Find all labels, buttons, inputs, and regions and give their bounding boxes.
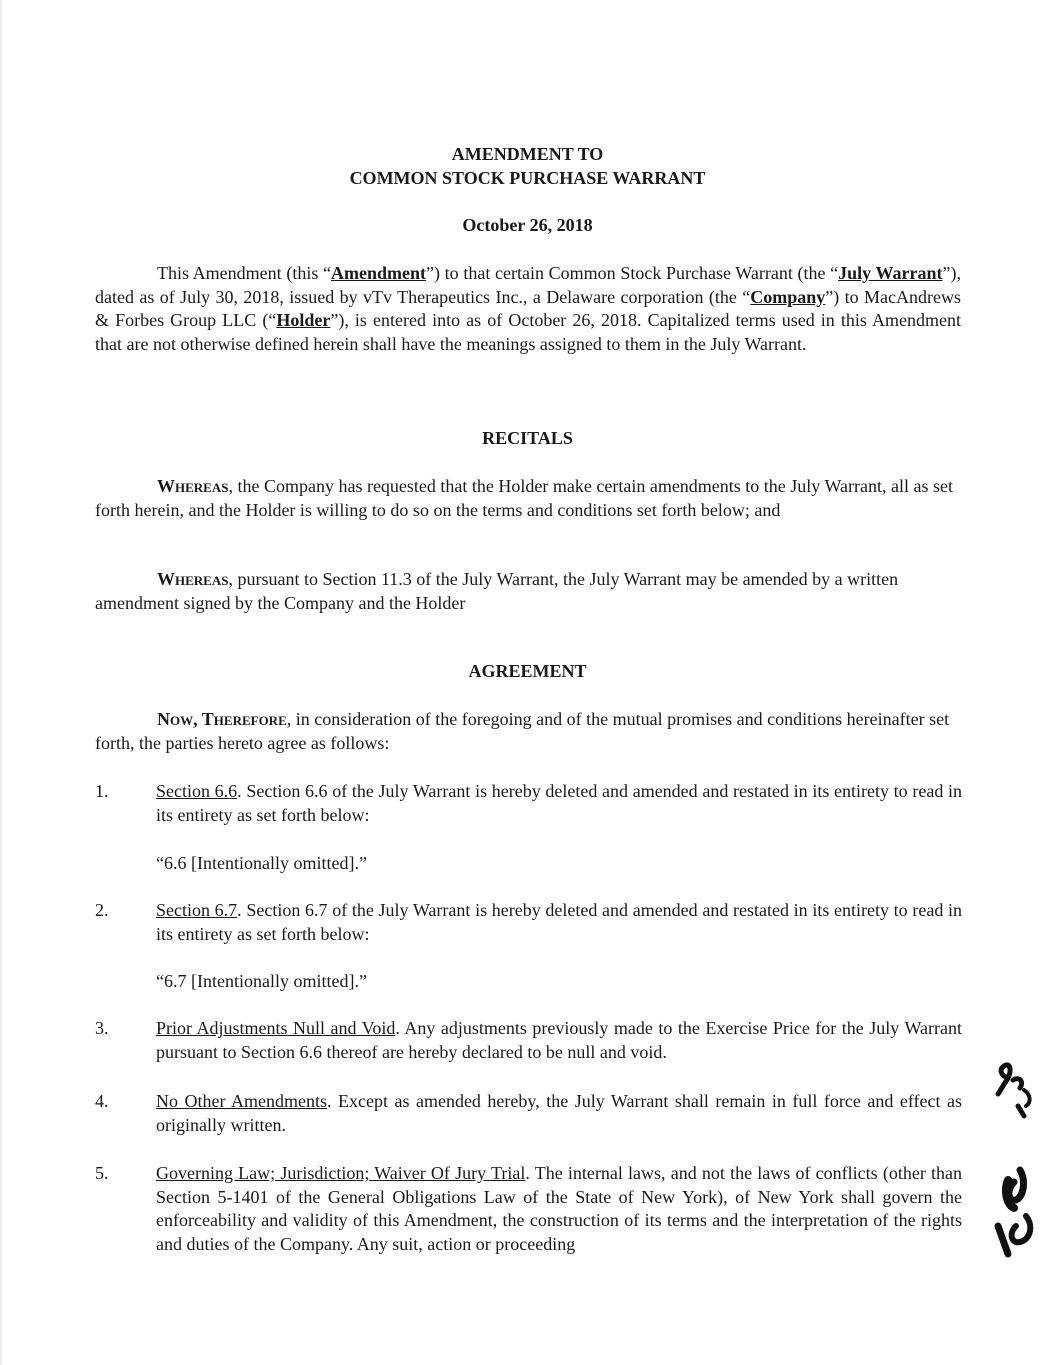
item-paragraph: Section 6.6. Section 6.6 of the July Warrant is hereby deleted and amended and restated in its entirety to read in its entirety as set forth below: bbox=[156, 781, 962, 825]
item-paragraph: Prior Adjustments Null and Void. Any adjustments previously made to the Exercise Price for the July Warrant pursuant to Section 6.6 thereof are hereby declared to be null and void. bbox=[156, 1018, 962, 1062]
defined-term-july-warrant: July Warrant bbox=[838, 263, 943, 283]
recital-paragraph-1: Whereas, the Company has requested that the Holder make certain amendments to the July Warrant, all as set forth herein, and the Holder is willing to do so on the terms and conditions set forth below; and bbox=[95, 476, 953, 520]
item-quote: “6.7 [Intentionally omitted].” bbox=[156, 971, 367, 991]
title-line-1: AMENDMENT TO bbox=[451, 144, 604, 164]
item-number: 1. bbox=[95, 781, 109, 801]
document-date: October 26, 2018 bbox=[462, 215, 593, 235]
item-number: 5. bbox=[95, 1163, 109, 1183]
defined-term-amendment: Amendment bbox=[331, 263, 426, 283]
agreement-intro: Now, Therefore, in consideration of the foregoing and of the mutual promises and conditions hereinafter set forth, the parties hereto agree as follows: bbox=[95, 709, 950, 753]
recitals-heading: RECITALS bbox=[482, 428, 573, 448]
item-paragraph: No Other Amendments. Except as amended hereby, the July Warrant shall remain in full force and effect as originally written. bbox=[156, 1091, 962, 1135]
item-number: 4. bbox=[95, 1091, 109, 1111]
scan-edge bbox=[0, 0, 3, 1365]
intro-paragraph: This Amendment (this “Amendment”) to that certain Common Stock Purchase Warrant (the “July Warrant”), dated as of July 30, 2018, issued by vTv Therapeutics Inc., a Delaware corporation (the “Company”) to MacAndrews & Forbes Group LLC (“Holder”), is entered into as of October 26, 2018. Capitalized terms used in this Amendment that are not otherwise defined herein shall have the meanings assigned to them in the July Warrant. bbox=[95, 263, 961, 354]
item-number: 2. bbox=[95, 900, 109, 920]
item-number: 3. bbox=[95, 1018, 109, 1038]
item-paragraph: Section 6.7. Section 6.7 of the July Warrant is hereby deleted and amended and restated in its entirety to read in its entirety as set forth below: bbox=[156, 900, 962, 944]
defined-term-company: Company bbox=[750, 286, 826, 307]
item-quote: “6.6 [Intentionally omitted].” bbox=[156, 853, 367, 873]
title-line-2: COMMON STOCK PURCHASE WARRANT bbox=[349, 168, 706, 188]
item-paragraph: Governing Law; Jurisdiction; Waiver Of Jury Trial. The internal laws, and not the laws of conflicts (other than Section 5-1401 of the General Obligations Law of the State of New York), of New York shall govern the enforceability and validity of this Amendment, the construction of its terms and the interpretation of the rights and duties of the Company. Any suit, action or proceeding bbox=[156, 1163, 963, 1254]
defined-term-holder: Holder bbox=[276, 310, 331, 330]
recital-paragraph-2: Whereas, pursuant to Section 11.3 of the July Warrant, the July Warrant may be amended by a written amendment signed by the Company and the Holder bbox=[95, 569, 899, 613]
agreement-heading: AGREEMENT bbox=[468, 661, 587, 681]
handwritten-initials bbox=[968, 1030, 1048, 1260]
